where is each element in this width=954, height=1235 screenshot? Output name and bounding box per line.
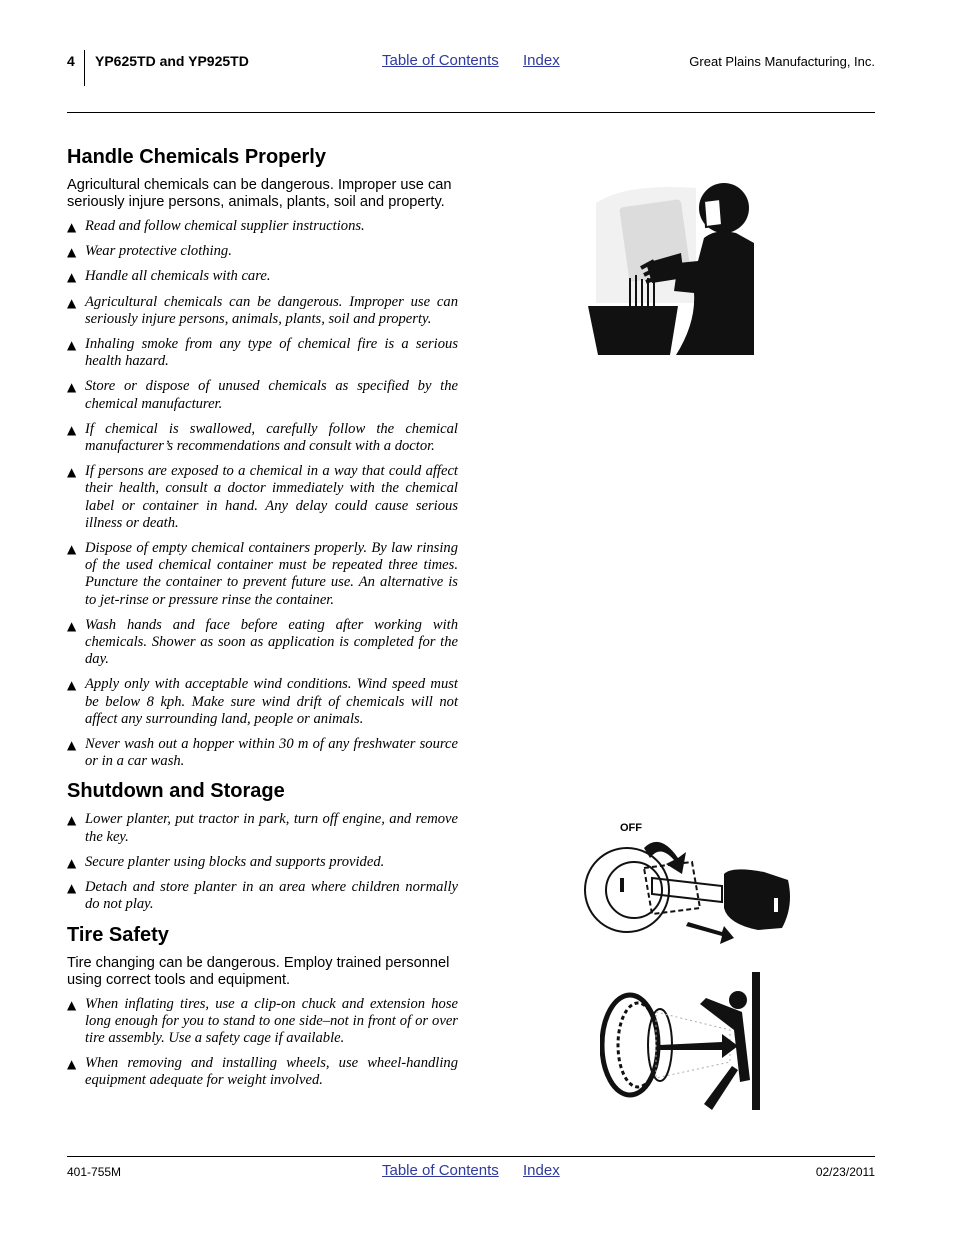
footer-rule (67, 1156, 875, 1157)
bullet-list (67, 811, 458, 913)
list-item: ▲ Handle all chemicals with care. (67, 268, 458, 285)
list-item: ▲ Wear protective clothing. (67, 243, 458, 260)
section-title: Tire Safety (67, 923, 169, 946)
list-item: ▲ When removing and installing wheels, use wheel-handling equipment adequate for weight involved. (67, 1055, 458, 1089)
list-item: ▲ Store or dispose of unused chemicals as specified by the chemical manufacturer. (67, 378, 458, 412)
tire-explosion-icon (600, 970, 762, 1112)
list-item: ▲ Secure planter using blocks and supports provided. (67, 854, 458, 871)
page-footer (67, 1160, 875, 1190)
page-header (67, 50, 875, 90)
section-intro: Tire changing can be dangerous. Employ trained personnel using correct tools and equipment. (67, 954, 450, 988)
page-number: 4 (67, 53, 75, 69)
bullet-list (67, 218, 458, 770)
footer-toc-link[interactable]: Table of Contents (382, 1162, 499, 1179)
list-item: ▲ Inhaling smoke from any type of chemical fire is a serious health hazard. (67, 336, 458, 370)
list-item: ▲ Detach and store planter in an area where children normally do not play. (67, 879, 458, 913)
list-item: ▲ Apply only with acceptable wind conditions. Wind speed must be below 8 kph. Make sure wind drift of chemicals will not affect any surrounding land, people or animals. (67, 676, 458, 728)
list-item: ▲ Lower planter, put tractor in park, turn off engine, and remove the key. (67, 811, 458, 845)
list-item: ▲ Agricultural chemicals can be dangerous. Improper use can seriously injure persons, animals, plants, soil and property. (67, 294, 458, 328)
list-item: ▲ If chemical is swallowed, carefully follow the chemical manufacturer’s recommendations and consult with a doctor. (67, 421, 458, 455)
section-tire-safety (67, 924, 458, 1090)
section-handle-chemicals (67, 146, 458, 770)
company-name: Great Plains Manufacturing, Inc. (689, 54, 875, 69)
section-intro: Agricultural chemicals can be dangerous. Improper use can seriously injure persons, animals, plants, soil and property. (67, 177, 452, 210)
bullet-list (67, 996, 458, 1090)
list-item: ▲ If persons are exposed to a chemical in a way that could affect their health, consult a doctor immediately with the chemical label or container in hand. Any delay could cause serious illness or death. (67, 463, 458, 532)
header-index-link[interactable]: Index (523, 52, 560, 69)
model-title: YP625TD and YP925TD (95, 53, 249, 69)
list-item: ▲ Never wash out a hopper within 30 m of any freshwater source or in a car wash. (67, 736, 458, 770)
list-item: ▲ Read and follow chemical supplier instructions. (67, 218, 458, 235)
list-item: ▲ Dispose of empty chemical containers properly. By law rinsing of the used chemical container must be repeated three times. Puncture the container to prevent future use. An alternative is to jet-rinse or pressure rinse the container. (67, 540, 458, 609)
main-content (67, 146, 458, 1100)
ignition-key-off-icon (582, 818, 792, 948)
header-toc-link[interactable]: Table of Contents (382, 52, 499, 69)
header-rule (67, 112, 875, 113)
key-off-label: OFF (620, 822, 642, 834)
list-item: ▲ When inflating tires, use a clip-on chuck and extension hose long enough for you to stand to one side–not in front of or over tire assembly. Use a safety cage if available. (67, 996, 458, 1048)
header-divider (84, 50, 85, 86)
section-title: Handle Chemicals Properly (67, 146, 326, 168)
document-number: 401-755M (67, 1165, 122, 1179)
footer-index-link[interactable]: Index (523, 1162, 560, 1179)
person-pouring-chemical-icon (586, 183, 756, 358)
section-shutdown-storage (67, 780, 458, 913)
list-item: ▲ Wash hands and face before eating after working with chemicals. Shower as soon as application is completed for the day. (67, 617, 458, 669)
section-title: Shutdown and Storage (67, 780, 285, 803)
revision-date: 02/23/2011 (815, 1165, 875, 1179)
